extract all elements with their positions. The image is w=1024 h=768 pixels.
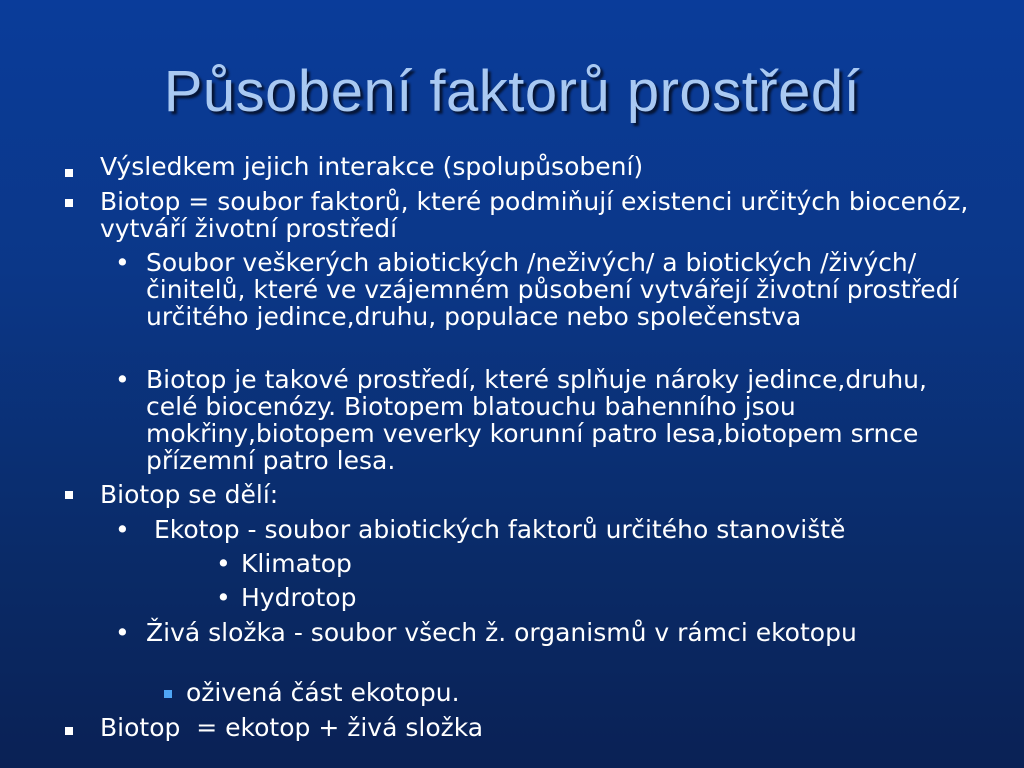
bullet-dot-icon: • bbox=[115, 365, 130, 394]
bullet-item: Hydrotop bbox=[241, 583, 357, 612]
bullet-square-icon bbox=[65, 199, 73, 207]
slide-title: Působení faktorů prostředí bbox=[163, 59, 861, 124]
bullet-dot-icon: • bbox=[216, 549, 231, 578]
bullet-item: Biotop = ekotop + živá složka bbox=[100, 713, 484, 742]
bullet-item: Biotop je takové prostředí, které splňuje nároky jedince,druhu, celé biocenózy. Biotopem blatouchu bahenního jsou mokřiny,biotopem veverky korunní patro lesa,biotopem srnce přízemní patro lesa. bbox=[146, 365, 927, 475]
bullet-square-icon bbox=[65, 491, 73, 499]
bullet-dot-icon: • bbox=[115, 248, 130, 277]
bullet-blue-square-icon bbox=[164, 690, 172, 698]
bullet-item: Ekotop - soubor abiotických faktorů určitého stanoviště bbox=[146, 515, 846, 544]
bullet-item: Biotop se dělí: bbox=[100, 480, 279, 509]
bullet-item: Biotop = soubor faktorů, které podmiňují existenci určitých biocenóz, vytváří životní prostředí bbox=[100, 187, 969, 243]
bullet-item: oživená část ekotopu. bbox=[186, 678, 460, 707]
bullet-dot-icon: • bbox=[115, 515, 130, 544]
bullet-dot-icon: • bbox=[115, 618, 130, 647]
bullet-item: Soubor veškerých abiotických /neživých/ a biotických /živých/ činitelů, které ve vzájemném působení vytvářejí životní prostředí určitého jedince,druhu, populace nebo společenstva bbox=[146, 248, 959, 331]
bullet-square-icon bbox=[65, 727, 73, 735]
bullet-item: Klimatop bbox=[241, 549, 352, 578]
bullet-dot-icon: • bbox=[216, 583, 231, 612]
bullet-item: Živá složka - soubor všech ž. organismů v rámci ekotopu bbox=[146, 618, 857, 647]
bullet-square-icon bbox=[65, 169, 73, 177]
bullet-item: Výsledkem jejich interakce (spolupůsobení) bbox=[100, 152, 644, 181]
